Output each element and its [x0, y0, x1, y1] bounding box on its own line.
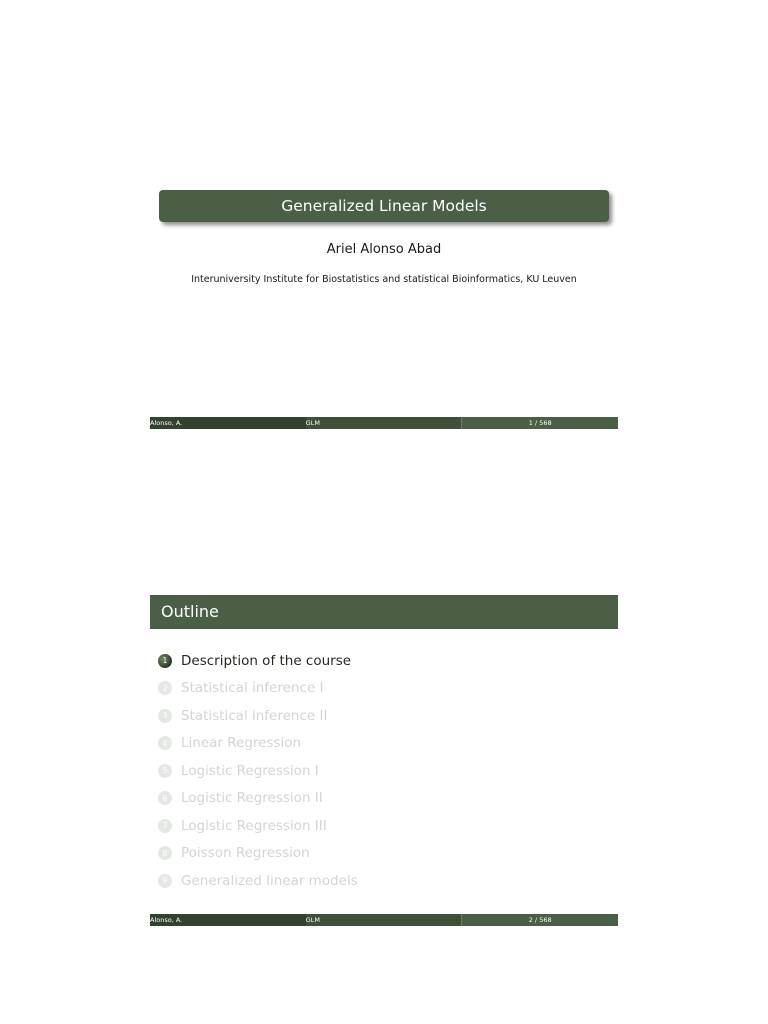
toc-item-label: Logistic Regression I [181, 762, 319, 779]
section-number-ball: 5 [158, 764, 172, 778]
toc-item-label: Linear Regression [181, 735, 302, 752]
section-number-ball: 6 [158, 791, 172, 805]
footer-author: Alonso, A. [150, 417, 306, 429]
toc-item[interactable] [158, 702, 358, 730]
toc-item-label: Poisson Regression [181, 845, 310, 862]
slide-footer [150, 914, 618, 926]
frame-title: Outline [150, 595, 618, 629]
slide-footer [150, 417, 618, 429]
footer-page-number: 1 / 568 [461, 417, 618, 429]
footer-short-title: GLM [306, 417, 462, 429]
toc-item[interactable] [158, 812, 358, 840]
footer-short-title: GLM [306, 914, 462, 926]
section-number-ball: 7 [158, 819, 172, 833]
toc-item[interactable] [158, 785, 358, 813]
section-number-ball: 3 [158, 709, 172, 723]
toc-item-label: Logistic Regression III [181, 817, 327, 834]
section-number-ball: 4 [158, 736, 172, 750]
toc-item[interactable] [158, 647, 358, 675]
presentation-title [159, 190, 609, 222]
toc-item[interactable] [158, 730, 358, 758]
toc-item-label: Logistic Regression II [181, 790, 323, 807]
toc-item-label: Statistical inference I [181, 680, 324, 697]
toc-item[interactable] [158, 867, 358, 895]
toc-item[interactable] [158, 757, 358, 785]
toc-item[interactable] [158, 675, 358, 703]
title-slide [150, 180, 618, 430]
toc-item-label: Description of the course [181, 652, 352, 669]
section-number-ball: 9 [158, 874, 172, 888]
presentation-title-text: Generalized Linear Models [281, 197, 487, 215]
section-number-ball: 1 [158, 654, 172, 668]
outline-slide [150, 595, 618, 927]
toc-item-label: Generalized linear models [181, 872, 358, 889]
table-of-contents [158, 647, 358, 895]
author-name: Ariel Alonso Abad [326, 242, 442, 257]
section-number-ball: 2 [158, 681, 172, 695]
footer-author: Alonso, A. [150, 914, 306, 926]
institute-name: Interuniversity Institute for Biostatistics and statistical Bioinformatics, KU Leuven [191, 274, 577, 285]
toc-item[interactable] [158, 840, 358, 868]
section-number-ball: 8 [158, 846, 172, 860]
toc-item-label: Statistical inference II [181, 707, 328, 724]
footer-page-number: 2 / 568 [461, 914, 618, 926]
